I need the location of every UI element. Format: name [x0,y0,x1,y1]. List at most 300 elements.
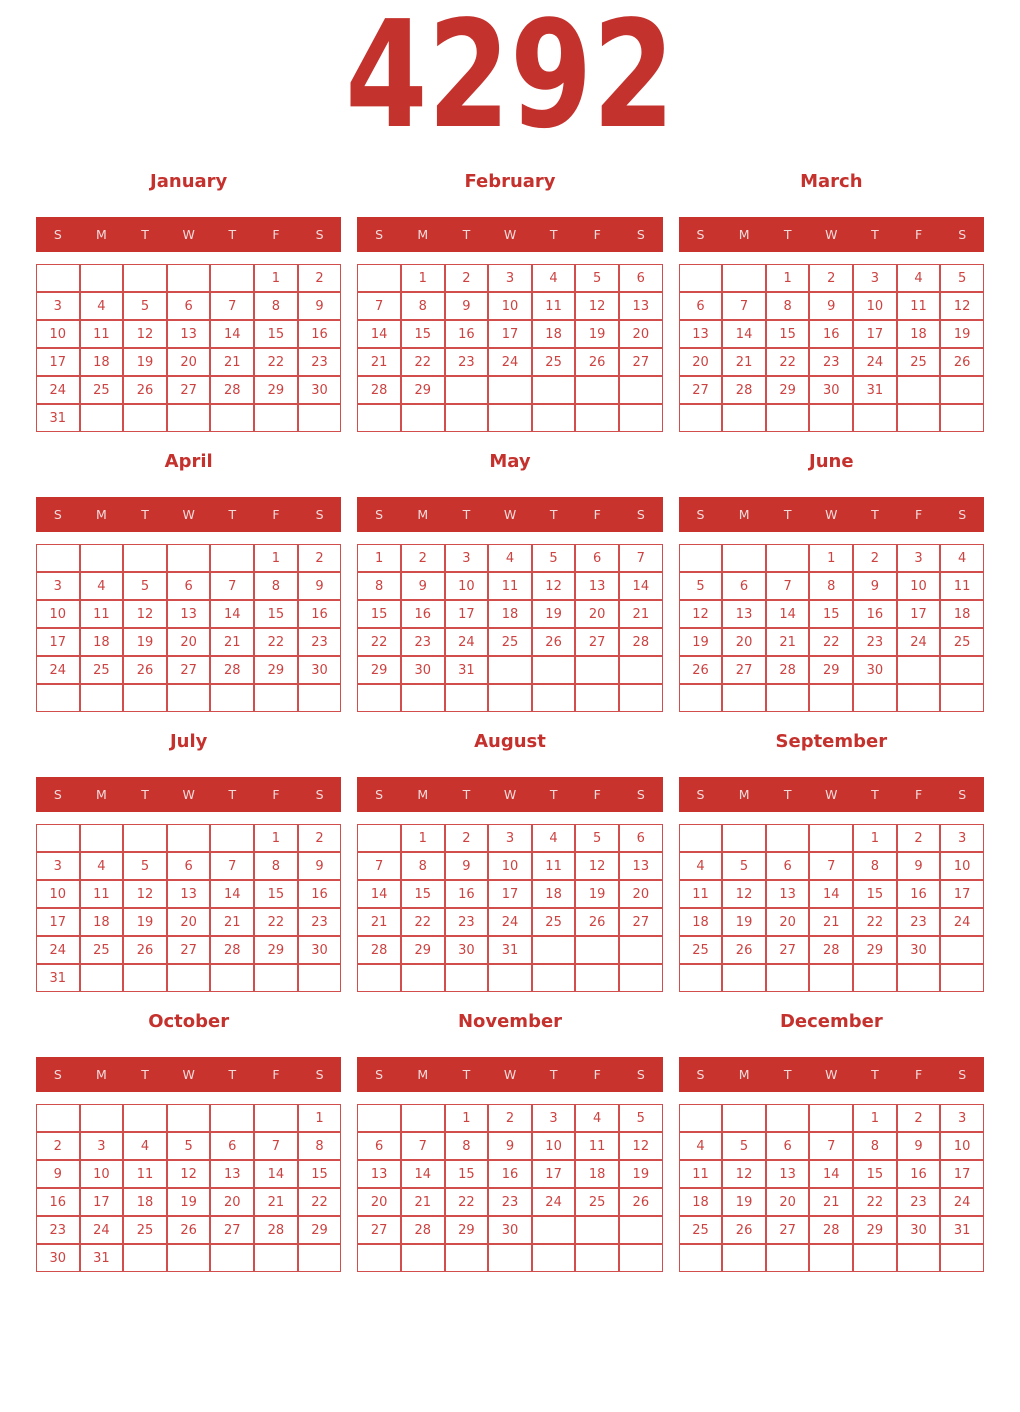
day-cell: 18 [80,908,124,936]
day-cell: 23 [853,628,897,656]
month-days-table [679,544,984,712]
day-cell: 9 [897,852,941,880]
day-cell: 23 [445,348,489,376]
day-cell: 28 [401,1216,445,1244]
weekday-label: S [315,507,324,522]
day-cell: 26 [619,1188,663,1216]
empty-day-cell [575,684,619,712]
day-cell: 3 [940,824,984,852]
empty-day-cell [123,684,167,712]
day-cell: 24 [897,628,941,656]
empty-day-cell [167,404,211,432]
weekday-label: W [825,787,838,802]
day-cell: 14 [766,600,810,628]
day-cell: 14 [210,600,254,628]
empty-day-cell [809,1104,853,1132]
week-row [357,1132,662,1160]
day-cell: 9 [401,572,445,600]
week-row [36,656,341,684]
day-cell: 27 [167,656,211,684]
day-cell: 23 [298,908,342,936]
week-row [679,908,984,936]
weekday-label: T [462,787,471,802]
day-cell: 7 [619,544,663,572]
day-cell: 10 [36,600,80,628]
day-cell: 11 [897,292,941,320]
day-cell: 21 [357,348,401,376]
empty-day-cell [80,404,124,432]
day-cell: 9 [853,572,897,600]
day-cell: 6 [167,572,211,600]
day-cell: 2 [445,824,489,852]
empty-day-cell [357,964,401,992]
weekday-label: M [738,787,750,802]
weekday-label: T [141,787,149,802]
empty-day-cell [488,656,532,684]
day-cell: 30 [401,656,445,684]
day-cell: 13 [619,852,663,880]
month-title: July [169,731,208,752]
day-cell: 29 [853,1216,897,1244]
empty-day-cell [722,964,766,992]
day-cell: 4 [532,824,576,852]
day-cell: 31 [853,376,897,404]
day-cell: 28 [809,936,853,964]
day-cell: 29 [254,376,298,404]
day-cell: 22 [298,1188,342,1216]
week-row [357,684,662,712]
week-row [36,544,341,572]
day-cell: 16 [36,1188,80,1216]
week-row [357,936,662,964]
day-cell: 13 [619,292,663,320]
week-row [679,1132,984,1160]
empty-day-cell [298,684,342,712]
month-block [357,452,662,712]
month-days-table [679,264,984,432]
week-row [36,292,341,320]
day-cell: 19 [575,880,619,908]
day-cell: 13 [167,320,211,348]
weekday-label: T [462,507,471,522]
empty-day-cell [210,404,254,432]
month-days-grid [679,824,984,992]
day-cell: 19 [123,908,167,936]
day-cell: 14 [210,880,254,908]
day-cell: 18 [532,320,576,348]
day-cell: 3 [532,1104,576,1132]
month-days-table [36,1104,341,1272]
day-cell: 27 [722,656,766,684]
day-cell: 29 [357,656,401,684]
empty-day-cell [766,964,810,992]
empty-day-cell [532,404,576,432]
day-cell: 22 [401,348,445,376]
weekday-label: F [593,507,601,522]
weekday-label: W [503,1067,517,1082]
weekday-label: T [549,227,558,242]
day-cell: 17 [532,1160,576,1188]
empty-day-cell [488,684,532,712]
day-cell: 5 [123,852,167,880]
week-row [679,292,984,320]
day-cell: 8 [401,852,445,880]
day-cell: 7 [357,292,401,320]
day-cell: 14 [254,1160,298,1188]
week-row [679,600,984,628]
weekday-label: T [783,507,792,522]
empty-day-cell [897,1244,941,1272]
day-cell: 15 [254,880,298,908]
empty-day-cell [940,656,984,684]
day-cell: 9 [445,292,489,320]
weekday-label: T [549,1067,558,1082]
day-cell: 26 [532,628,576,656]
empty-day-cell [532,936,576,964]
day-cell: 23 [488,1188,532,1216]
day-cell: 8 [445,1132,489,1160]
day-cell: 12 [167,1160,211,1188]
month-title: December [779,1011,883,1032]
day-cell: 28 [254,1216,298,1244]
empty-day-cell [940,404,984,432]
weekday-label: T [871,1067,879,1082]
week-row [679,936,984,964]
weekday-label: S [696,1067,705,1082]
week-row [679,376,984,404]
weekday-label: T [549,787,558,802]
weekday-label: F [272,1067,280,1082]
weekday-label: T [871,507,879,522]
day-cell: 5 [619,1104,663,1132]
empty-day-cell [532,1216,576,1244]
empty-day-cell [619,1244,663,1272]
day-cell: 18 [679,908,723,936]
day-cell: 30 [853,656,897,684]
day-cell: 28 [357,376,401,404]
empty-day-cell [853,404,897,432]
weekday-label: M [96,1067,107,1082]
day-cell: 27 [167,376,211,404]
week-row [36,852,341,880]
empty-day-cell [488,1244,532,1272]
day-cell: 13 [766,880,810,908]
day-cell: 23 [401,628,445,656]
week-row [357,600,662,628]
weekday-header [357,217,662,252]
month-block [357,732,662,992]
month-block [679,452,984,712]
week-row [679,1216,984,1244]
day-cell: 22 [853,1188,897,1216]
day-cell: 29 [445,1216,489,1244]
empty-day-cell [619,404,663,432]
weekday-label: S [375,787,384,802]
empty-day-cell [488,404,532,432]
day-cell: 29 [254,936,298,964]
day-cell: 4 [897,264,941,292]
day-cell: 8 [853,1132,897,1160]
day-cell: 24 [940,1188,984,1216]
day-cell: 25 [488,628,532,656]
day-cell: 24 [80,1216,124,1244]
day-cell: 8 [766,292,810,320]
weekday-label: S [696,787,705,802]
day-cell: 31 [80,1244,124,1272]
day-cell: 5 [123,292,167,320]
day-cell: 3 [80,1132,124,1160]
empty-day-cell [940,1244,984,1272]
day-cell: 13 [575,572,619,600]
day-cell: 5 [123,572,167,600]
empty-day-cell [722,684,766,712]
empty-day-cell [123,1104,167,1132]
day-cell: 25 [679,1216,723,1244]
weekday-label: W [503,507,517,522]
empty-day-cell [897,964,941,992]
week-row [679,684,984,712]
empty-day-cell [210,964,254,992]
day-cell: 1 [254,824,298,852]
weekday-label: S [375,227,384,242]
week-row [357,852,662,880]
day-cell: 1 [357,544,401,572]
day-cell: 6 [619,264,663,292]
day-cell: 19 [619,1160,663,1188]
empty-day-cell [254,1244,298,1272]
weekday-label: M [417,507,429,522]
month-title: October [148,1011,230,1032]
empty-day-cell [210,1244,254,1272]
weekday-label: F [272,227,280,242]
day-cell: 13 [167,600,211,628]
day-cell: 30 [897,936,941,964]
day-cell: 6 [167,852,211,880]
weekday-label: F [914,227,923,242]
day-cell: 5 [575,824,619,852]
day-cell: 20 [766,1188,810,1216]
day-cell: 9 [298,572,342,600]
weekday-label: F [272,507,280,522]
day-cell: 28 [357,936,401,964]
weekday-label: F [914,787,923,802]
day-cell: 2 [488,1104,532,1132]
day-cell: 27 [619,908,663,936]
month-days-grid [357,1104,662,1272]
day-cell: 29 [853,936,897,964]
week-row [36,1160,341,1188]
day-cell: 9 [809,292,853,320]
week-row [36,824,341,852]
weekday-label: S [696,507,705,522]
day-cell: 7 [809,1132,853,1160]
day-cell: 4 [679,852,723,880]
month-title: April [164,451,213,472]
weekday-label: W [182,1067,195,1082]
weekday-label: T [462,227,471,242]
day-cell: 10 [80,1160,124,1188]
empty-day-cell [401,684,445,712]
day-cell: 17 [445,600,489,628]
day-cell: 12 [722,1160,766,1188]
month-days-table [36,264,341,432]
month-days-table [679,824,984,992]
day-cell: 21 [766,628,810,656]
empty-day-cell [619,684,663,712]
weekday-label: S [53,227,62,242]
day-cell: 6 [679,292,723,320]
day-cell: 12 [940,292,984,320]
day-cell: 22 [766,348,810,376]
day-cell: 1 [298,1104,342,1132]
day-cell: 21 [809,1188,853,1216]
weekday-label: W [825,507,838,522]
day-cell: 18 [897,320,941,348]
empty-day-cell [575,404,619,432]
week-row [36,320,341,348]
month-block [679,1012,984,1272]
week-row [36,880,341,908]
day-cell: 9 [298,852,342,880]
empty-day-cell [532,376,576,404]
empty-day-cell [167,264,211,292]
day-cell: 17 [488,320,532,348]
day-cell: 18 [80,628,124,656]
weekday-label: T [783,227,792,242]
day-cell: 24 [940,908,984,936]
day-cell: 14 [809,880,853,908]
month-days-grid [357,264,662,432]
day-cell: 28 [619,628,663,656]
week-row [679,572,984,600]
day-cell: 3 [488,824,532,852]
day-cell: 10 [445,572,489,600]
empty-day-cell [254,964,298,992]
day-cell: 4 [80,572,124,600]
weekday-label: T [141,507,149,522]
empty-day-cell [357,264,401,292]
weekday-header [357,1057,662,1092]
week-row [36,1188,341,1216]
day-cell: 23 [897,1188,941,1216]
empty-day-cell [532,684,576,712]
month-days-grid [357,544,662,712]
day-cell: 18 [532,880,576,908]
year-text: 4292 [345,0,675,161]
day-cell: 17 [36,908,80,936]
day-cell: 19 [532,600,576,628]
empty-day-cell [575,1244,619,1272]
weekday-header [679,1057,984,1092]
weekday-label: S [53,787,62,802]
day-cell: 22 [254,628,298,656]
day-cell: 30 [445,936,489,964]
day-cell: 7 [722,292,766,320]
empty-day-cell [80,964,124,992]
day-cell: 26 [575,348,619,376]
day-cell: 8 [853,852,897,880]
empty-day-cell [123,544,167,572]
empty-day-cell [357,684,401,712]
weekday-label: F [593,787,601,802]
day-cell: 1 [401,264,445,292]
day-cell: 23 [445,908,489,936]
weekday-label: F [914,1067,923,1082]
empty-day-cell [575,376,619,404]
day-cell: 30 [488,1216,532,1244]
day-cell: 24 [36,656,80,684]
day-cell: 11 [532,852,576,880]
day-cell: 16 [401,600,445,628]
weekday-label: M [738,227,750,242]
week-row [679,880,984,908]
empty-day-cell [357,404,401,432]
day-cell: 7 [210,572,254,600]
week-row [679,264,984,292]
month-days-table [357,1104,662,1272]
day-cell: 22 [853,908,897,936]
day-cell: 16 [853,600,897,628]
week-row [36,376,341,404]
week-row [357,264,662,292]
empty-day-cell [679,964,723,992]
empty-day-cell [357,1104,401,1132]
day-cell: 11 [80,880,124,908]
week-row [679,1160,984,1188]
day-cell: 11 [940,572,984,600]
weekday-label: S [53,1067,62,1082]
empty-day-cell [722,264,766,292]
day-cell: 13 [357,1160,401,1188]
empty-day-cell [36,264,80,292]
day-cell: 28 [809,1216,853,1244]
week-row [36,936,341,964]
day-cell: 16 [298,320,342,348]
weekday-header [36,777,341,812]
day-cell: 23 [298,348,342,376]
empty-day-cell [36,1104,80,1132]
day-cell: 28 [210,936,254,964]
month-days-grid [357,824,662,992]
day-cell: 31 [940,1216,984,1244]
week-row [357,376,662,404]
day-cell: 24 [445,628,489,656]
day-cell: 23 [897,908,941,936]
day-cell: 3 [940,1104,984,1132]
months-grid [0,172,1020,1272]
day-cell: 19 [722,1188,766,1216]
empty-day-cell [619,376,663,404]
week-row [36,404,341,432]
empty-day-cell [619,656,663,684]
empty-day-cell [809,404,853,432]
empty-day-cell [254,684,298,712]
month-block [36,452,341,712]
day-cell: 13 [679,320,723,348]
month-days-grid [36,1104,341,1272]
empty-day-cell [167,684,211,712]
day-cell: 19 [575,320,619,348]
day-cell: 29 [401,376,445,404]
weekday-label: S [636,227,645,242]
empty-day-cell [722,1104,766,1132]
day-cell: 21 [210,908,254,936]
day-cell: 30 [809,376,853,404]
day-cell: 18 [940,600,984,628]
day-cell: 22 [254,348,298,376]
week-row [36,1244,341,1272]
weekday-label: M [96,787,107,802]
